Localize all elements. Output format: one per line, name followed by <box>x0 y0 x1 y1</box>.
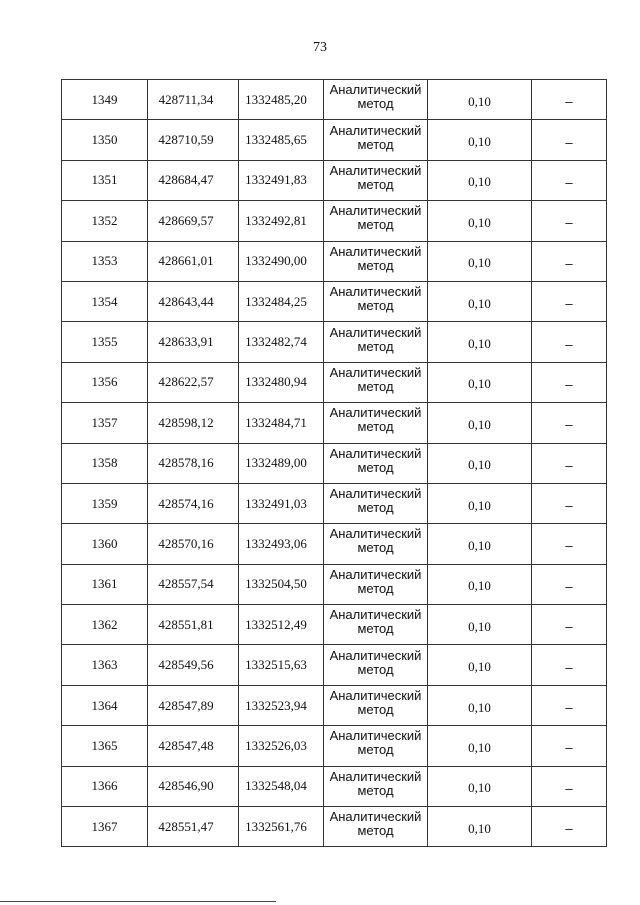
x-coordinate-cell: 428598,12 <box>148 403 239 443</box>
method-label-line1: Аналитический <box>329 203 422 219</box>
method-label-line1: Аналитический <box>329 486 422 502</box>
y-coordinate-cell: 1332515,63 <box>239 645 324 685</box>
table-row <box>62 160 607 200</box>
note-cell: – <box>532 645 607 685</box>
error-cell: 0,10 <box>428 483 532 523</box>
table-row <box>62 524 607 564</box>
note-cell: – <box>532 362 607 402</box>
x-coordinate-cell: 428622,57 <box>148 362 239 402</box>
point-number-cell: 1365 <box>62 726 148 766</box>
method-cell <box>324 281 428 321</box>
x-coordinate-cell: 428643,44 <box>148 281 239 321</box>
table-row <box>62 483 607 523</box>
y-coordinate-cell: 1332512,49 <box>239 605 324 645</box>
error-cell: 0,10 <box>428 443 532 483</box>
note-cell: – <box>532 201 607 241</box>
y-coordinate-cell: 1332485,65 <box>239 120 324 160</box>
method-label-line2: метод <box>357 661 394 677</box>
table-row <box>62 120 607 160</box>
method-label-line2: метод <box>357 500 394 516</box>
x-coordinate-cell: 428669,57 <box>148 201 239 241</box>
note-cell: – <box>532 120 607 160</box>
note-cell: – <box>532 443 607 483</box>
method-cell <box>324 807 428 847</box>
error-cell: 0,10 <box>428 241 532 281</box>
method-label-line1: Аналитический <box>329 243 422 259</box>
point-number-cell: 1352 <box>62 201 148 241</box>
table-row <box>62 201 607 241</box>
point-number-cell: 1360 <box>62 524 148 564</box>
point-number-cell: 1355 <box>62 322 148 362</box>
method-label-line2: метод <box>357 176 394 192</box>
error-cell: 0,10 <box>428 201 532 241</box>
method-label-line2: метод <box>357 136 394 152</box>
method-label-line1: Аналитический <box>329 768 422 784</box>
method-cell <box>324 443 428 483</box>
note-cell: – <box>532 605 607 645</box>
x-coordinate-cell: 428551,81 <box>148 605 239 645</box>
table-row <box>62 80 607 120</box>
error-cell: 0,10 <box>428 120 532 160</box>
method-label-line2: метод <box>357 96 394 112</box>
table-row <box>62 605 607 645</box>
y-coordinate-cell: 1332526,03 <box>239 726 324 766</box>
method-cell <box>324 403 428 443</box>
y-coordinate-cell: 1332548,04 <box>239 766 324 806</box>
point-number-cell: 1362 <box>62 605 148 645</box>
y-coordinate-cell: 1332480,94 <box>239 362 324 402</box>
error-cell: 0,10 <box>428 80 532 120</box>
y-coordinate-cell: 1332491,03 <box>239 483 324 523</box>
method-cell <box>324 80 428 120</box>
method-cell <box>324 241 428 281</box>
note-cell: – <box>532 524 607 564</box>
error-cell: 0,10 <box>428 726 532 766</box>
point-number-cell: 1351 <box>62 160 148 200</box>
method-cell <box>324 120 428 160</box>
table-row <box>62 281 607 321</box>
table-row <box>62 403 607 443</box>
method-label-line2: метод <box>357 580 394 596</box>
error-cell: 0,10 <box>428 807 532 847</box>
y-coordinate-cell: 1332482,74 <box>239 322 324 362</box>
table-row <box>62 807 607 847</box>
y-coordinate-cell: 1332523,94 <box>239 685 324 725</box>
note-cell: – <box>532 403 607 443</box>
x-coordinate-cell: 428574,16 <box>148 483 239 523</box>
y-coordinate-cell: 1332484,71 <box>239 403 324 443</box>
point-number-cell: 1349 <box>62 80 148 120</box>
point-number-cell: 1363 <box>62 645 148 685</box>
method-label-line2: метод <box>357 782 394 798</box>
table-row <box>62 766 607 806</box>
table-body <box>62 80 607 847</box>
point-number-cell: 1354 <box>62 281 148 321</box>
method-label-line2: метод <box>357 419 394 435</box>
table-row <box>62 645 607 685</box>
x-coordinate-cell: 428551,47 <box>148 807 239 847</box>
error-cell: 0,10 <box>428 322 532 362</box>
error-cell: 0,10 <box>428 645 532 685</box>
x-coordinate-cell: 428661,01 <box>148 241 239 281</box>
method-label-line1: Аналитический <box>329 647 422 663</box>
method-label-line2: метод <box>357 459 394 475</box>
method-label-line1: Аналитический <box>329 405 422 421</box>
method-label-line2: метод <box>357 621 394 637</box>
note-cell: – <box>532 564 607 604</box>
y-coordinate-cell: 1332491,83 <box>239 160 324 200</box>
note-cell: – <box>532 80 607 120</box>
error-cell: 0,10 <box>428 605 532 645</box>
y-coordinate-cell: 1332489,00 <box>239 443 324 483</box>
method-label-line2: метод <box>357 823 394 839</box>
x-coordinate-cell: 428546,90 <box>148 766 239 806</box>
method-cell <box>324 685 428 725</box>
x-coordinate-cell: 428578,16 <box>148 443 239 483</box>
method-label-line1: Аналитический <box>329 324 422 340</box>
method-label-line1: Аналитический <box>329 122 422 138</box>
method-label-line1: Аналитический <box>329 526 422 542</box>
method-label-line2: метод <box>357 378 394 394</box>
method-cell <box>324 483 428 523</box>
y-coordinate-cell: 1332484,25 <box>239 281 324 321</box>
footer-rule <box>0 901 276 902</box>
method-label-line2: метод <box>357 540 394 556</box>
table-row <box>62 564 607 604</box>
note-cell: – <box>532 241 607 281</box>
x-coordinate-cell: 428549,56 <box>148 645 239 685</box>
point-number-cell: 1359 <box>62 483 148 523</box>
point-number-cell: 1356 <box>62 362 148 402</box>
method-label-line1: Аналитический <box>329 284 422 300</box>
method-label-line1: Аналитический <box>329 162 422 178</box>
table-row <box>62 685 607 725</box>
point-number-cell: 1367 <box>62 807 148 847</box>
method-cell <box>324 322 428 362</box>
method-label-line1: Аналитический <box>329 688 422 704</box>
method-label-line2: метод <box>357 702 394 718</box>
error-cell: 0,10 <box>428 281 532 321</box>
table-row <box>62 322 607 362</box>
method-label-line1: Аналитический <box>329 364 422 380</box>
note-cell: – <box>532 281 607 321</box>
page-number: 73 <box>313 40 327 55</box>
x-coordinate-cell: 428547,89 <box>148 685 239 725</box>
method-cell <box>324 201 428 241</box>
x-coordinate-cell: 428547,48 <box>148 726 239 766</box>
note-cell: – <box>532 766 607 806</box>
point-number-cell: 1353 <box>62 241 148 281</box>
note-cell: – <box>532 726 607 766</box>
error-cell: 0,10 <box>428 766 532 806</box>
note-cell: – <box>532 322 607 362</box>
y-coordinate-cell: 1332485,20 <box>239 80 324 120</box>
method-cell <box>324 645 428 685</box>
table-row <box>62 362 607 402</box>
method-cell <box>324 524 428 564</box>
table-row <box>62 241 607 281</box>
point-number-cell: 1350 <box>62 120 148 160</box>
y-coordinate-cell: 1332504,50 <box>239 564 324 604</box>
table-row <box>62 443 607 483</box>
method-cell <box>324 766 428 806</box>
point-number-cell: 1357 <box>62 403 148 443</box>
method-label-line2: метод <box>357 742 394 758</box>
x-coordinate-cell: 428557,54 <box>148 564 239 604</box>
table-row <box>62 726 607 766</box>
x-coordinate-cell: 428684,47 <box>148 160 239 200</box>
y-coordinate-cell: 1332561,76 <box>239 807 324 847</box>
coordinates-table <box>61 79 607 847</box>
point-number-cell: 1364 <box>62 685 148 725</box>
method-label-line1: Аналитический <box>329 566 422 582</box>
error-cell: 0,10 <box>428 160 532 200</box>
method-cell <box>324 726 428 766</box>
method-cell <box>324 160 428 200</box>
note-cell: – <box>532 807 607 847</box>
y-coordinate-cell: 1332493,06 <box>239 524 324 564</box>
x-coordinate-cell: 428633,91 <box>148 322 239 362</box>
error-cell: 0,10 <box>428 524 532 564</box>
method-cell <box>324 605 428 645</box>
point-number-cell: 1366 <box>62 766 148 806</box>
method-label-line2: метод <box>357 217 394 233</box>
method-label-line2: метод <box>357 298 394 314</box>
method-label-line2: метод <box>357 338 394 354</box>
note-cell: – <box>532 483 607 523</box>
method-label-line1: Аналитический <box>329 607 422 623</box>
method-label-line2: метод <box>357 257 394 273</box>
point-number-cell: 1358 <box>62 443 148 483</box>
error-cell: 0,10 <box>428 403 532 443</box>
error-cell: 0,10 <box>428 362 532 402</box>
y-coordinate-cell: 1332490,00 <box>239 241 324 281</box>
note-cell: – <box>532 160 607 200</box>
note-cell: – <box>532 685 607 725</box>
method-label-line1: Аналитический <box>329 82 422 98</box>
method-cell <box>324 564 428 604</box>
method-label-line1: Аналитический <box>329 445 422 461</box>
x-coordinate-cell: 428711,34 <box>148 80 239 120</box>
point-number-cell: 1361 <box>62 564 148 604</box>
method-label-line1: Аналитический <box>329 728 422 744</box>
y-coordinate-cell: 1332492,81 <box>239 201 324 241</box>
method-label-line1: Аналитический <box>329 809 422 825</box>
error-cell: 0,10 <box>428 564 532 604</box>
error-cell: 0,10 <box>428 685 532 725</box>
x-coordinate-cell: 428710,59 <box>148 120 239 160</box>
method-cell <box>324 362 428 402</box>
x-coordinate-cell: 428570,16 <box>148 524 239 564</box>
